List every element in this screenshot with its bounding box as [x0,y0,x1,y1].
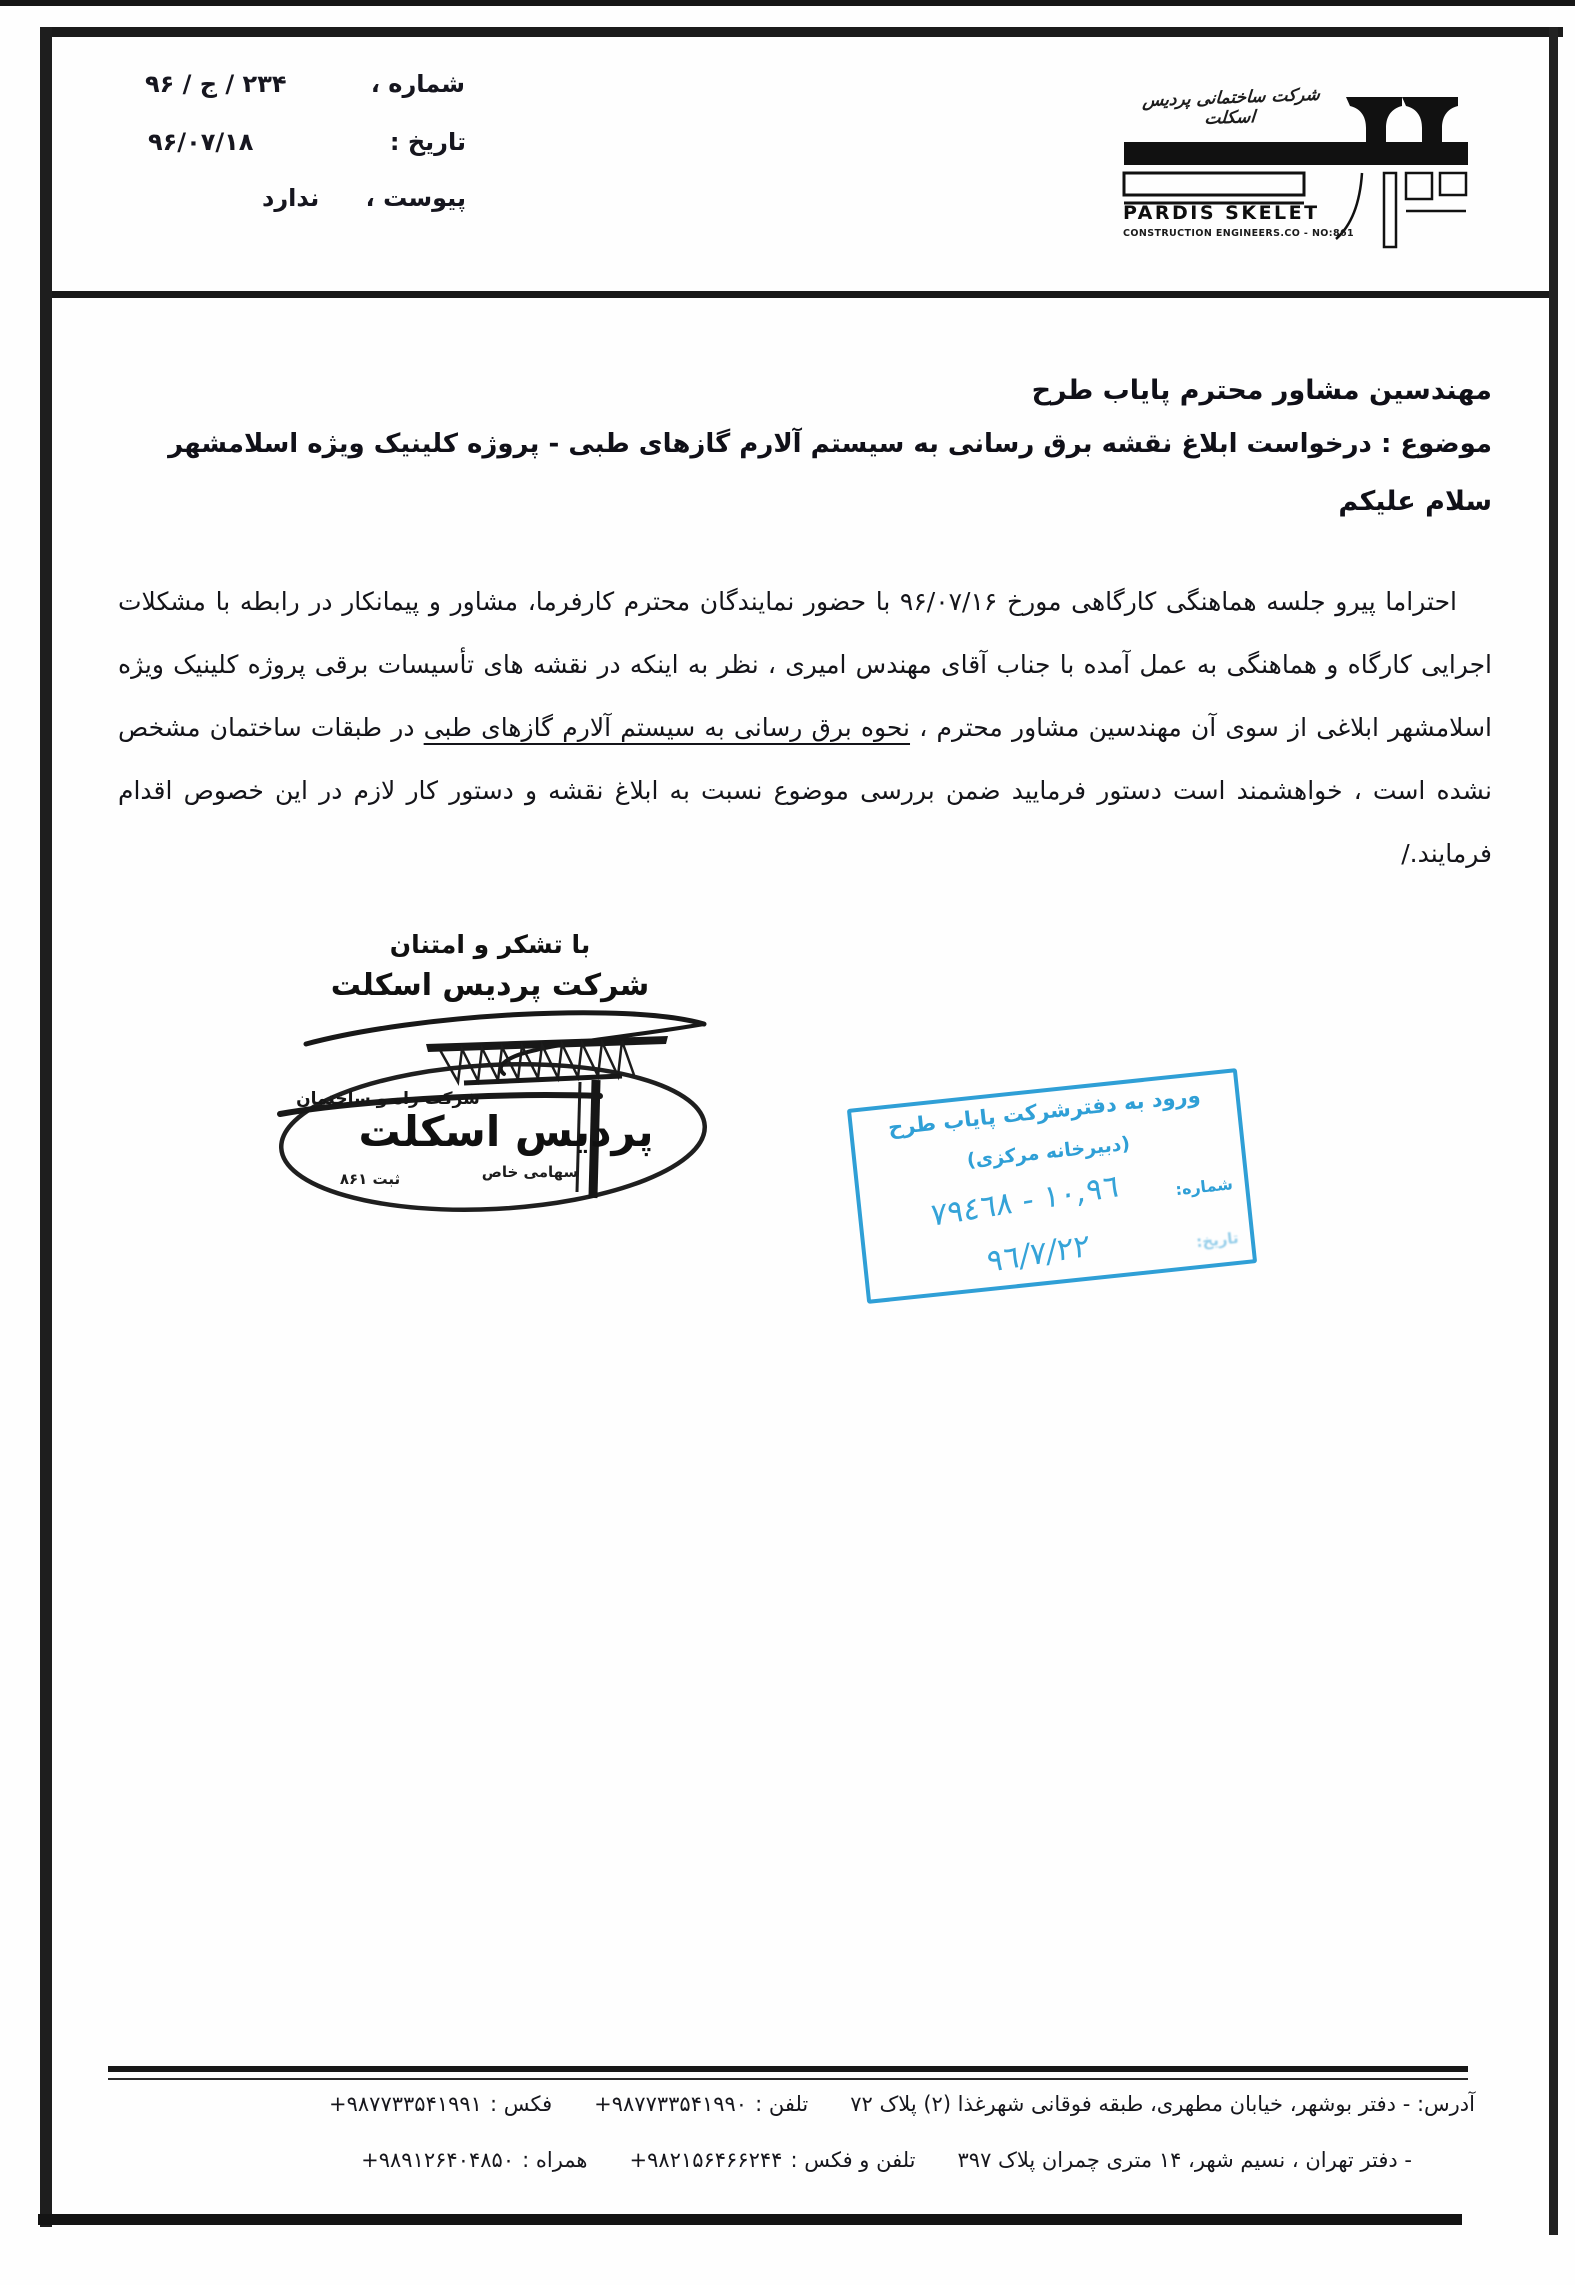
entry-stamp-date-value: ٩٦/٧/٢٢ [986,1227,1090,1281]
footer-address-bushehr: آدرس: - دفتر بوشهر، خیابان مطهری، طبقه فوقانی شهرغذا (۲) پلاک ۷۲ [850,2092,1475,2116]
ref-date-label: تاریخ : [389,128,466,156]
ref-number-row [145,70,465,98]
logo-company-subtitle: CONSTRUCTION ENGINEERS.CO - NO:861 [1123,228,1355,239]
recipient-line: مهندسین مشاور محترم پایاب طرح [1031,375,1492,406]
entry-stamp-number-label: شماره: [1174,1174,1234,1200]
page-frame-right [1549,27,1558,2235]
entry-stamp-subtitle: (دبیرخانه مرکزی) [965,1132,1132,1172]
company-stamp-signature [268,992,740,1227]
page-frame-left [40,27,52,2227]
body-text-before: احتراما پیرو جلسه هماهنگی کارگاهی مورخ ۹۶/۰۷/۱۶ با حضور نمایندگان محترم کارفرما، مشاور و پیمانکار در رابطه با مشکلات اجرایی کارگاه و هماهنگی به عمل آمده با جناب آقای مهندس امیری ، نظر به اینکه در نقشه های تأسیسات برقی پروژه کلینیک ویژه اسلامشهر ابلاغی از سوی آن مهندسین مشاور محترم ، [118,587,1492,742]
entry-stamp-date-label: تاریخ: [1195,1228,1240,1252]
footer-address-tehran: - دفتر تهران ، نسیم شهر، ۱۴ متری چمران پلاک ۳۹۷ [957,2148,1412,2172]
logo-company-name: PARDIS SKELET [1123,202,1320,224]
salutation-line: سلام علیکم [1338,486,1492,517]
page-bottom-line [38,2214,1462,2225]
scan-top-edge [0,0,1575,6]
closing-thanks: با تشکر و امتنان [389,930,591,959]
footer-address-line-2 [361,2148,1412,2172]
footer-phone-label: تلفن : [755,2092,809,2116]
closing-company-name: شرکت پردیس اسکلت [330,968,650,1003]
stamp-company-type: سهامی خاص [481,1163,579,1181]
footer-phonefax-group [630,2148,916,2172]
page-frame-top [40,27,1563,37]
footer-divider-thick [108,2066,1468,2072]
header-divider-line [52,291,1549,298]
ref-date-row [148,128,466,156]
entry-stamp-number-value: ١٠,٩٦ - ٧٩٤٦٨ [930,1168,1120,1235]
ref-number-label: شماره ، [370,70,465,98]
footer-address-line-1 [329,2092,1475,2116]
underlined-phrase: نحوه برق رسانی به سیستم آلارم گازهای طبی [423,713,911,742]
body-text-after: در طبقات ساختمان مشخص نشده است ، خواهشمند است دستور فرمایید ضمن بررسی موضوع نسبت به ابلاغ نقشه و دستور کار لازم در این خصوص اقدام فرمایند./ [118,713,1492,868]
footer-divider-thin [108,2078,1468,2080]
footer-phone-value: +۹۸۷۷۳۳۵۴۱۹۹۰ [594,2092,748,2116]
entry-stamp [847,1068,1257,1304]
stamp-registration: ثبت ۸۶۱ [339,1170,401,1188]
stamp-top-text: شرکت راه و ساختمان [296,1089,480,1109]
footer-fax-value: +۹۸۷۷۳۳۵۴۱۹۹۱ [329,2092,482,2116]
ref-attachment-label: پیوست ، [365,184,466,212]
entry-stamp-title: ورود به دفترشرکت پایاب طرح [886,1083,1202,1140]
body-paragraph [118,570,1492,885]
ref-number-value: ۲۳۴ / ج / ۹۶ [145,70,287,98]
footer-mobile-value: +۹۸۹۱۲۶۴۰۴۸۵۰ [361,2148,515,2172]
footer-phone-group [594,2092,808,2116]
ref-date-value: ۹۶/۰۷/۱۸ [148,128,254,156]
footer-phonefax-value: +۹۸۲۱۵۶۴۶۶۲۴۴ [629,2148,783,2172]
footer-fax-group [329,2092,552,2116]
footer-mobile-group [361,2148,587,2172]
footer-fax-label: فکس : [489,2092,553,2116]
footer-mobile-label: همراه : [522,2148,588,2172]
ref-attachment-row [262,184,466,212]
footer-phonefax-label: تلفن و فکس : [790,2148,916,2172]
stamp-company-name: پردیس اسکلت [358,1107,654,1156]
ref-attachment-value: ندارد [262,184,320,212]
logo-calligraphy-text: شرکت ساختمانی پردیس اسکلت [1141,84,1321,129]
subject-line: موضوع : درخواست ابلاغ نقشه برق رسانی به سیستم آلارم گازهای طبی - پروژه کلینیک ویژه اسلامشهر [168,429,1492,459]
